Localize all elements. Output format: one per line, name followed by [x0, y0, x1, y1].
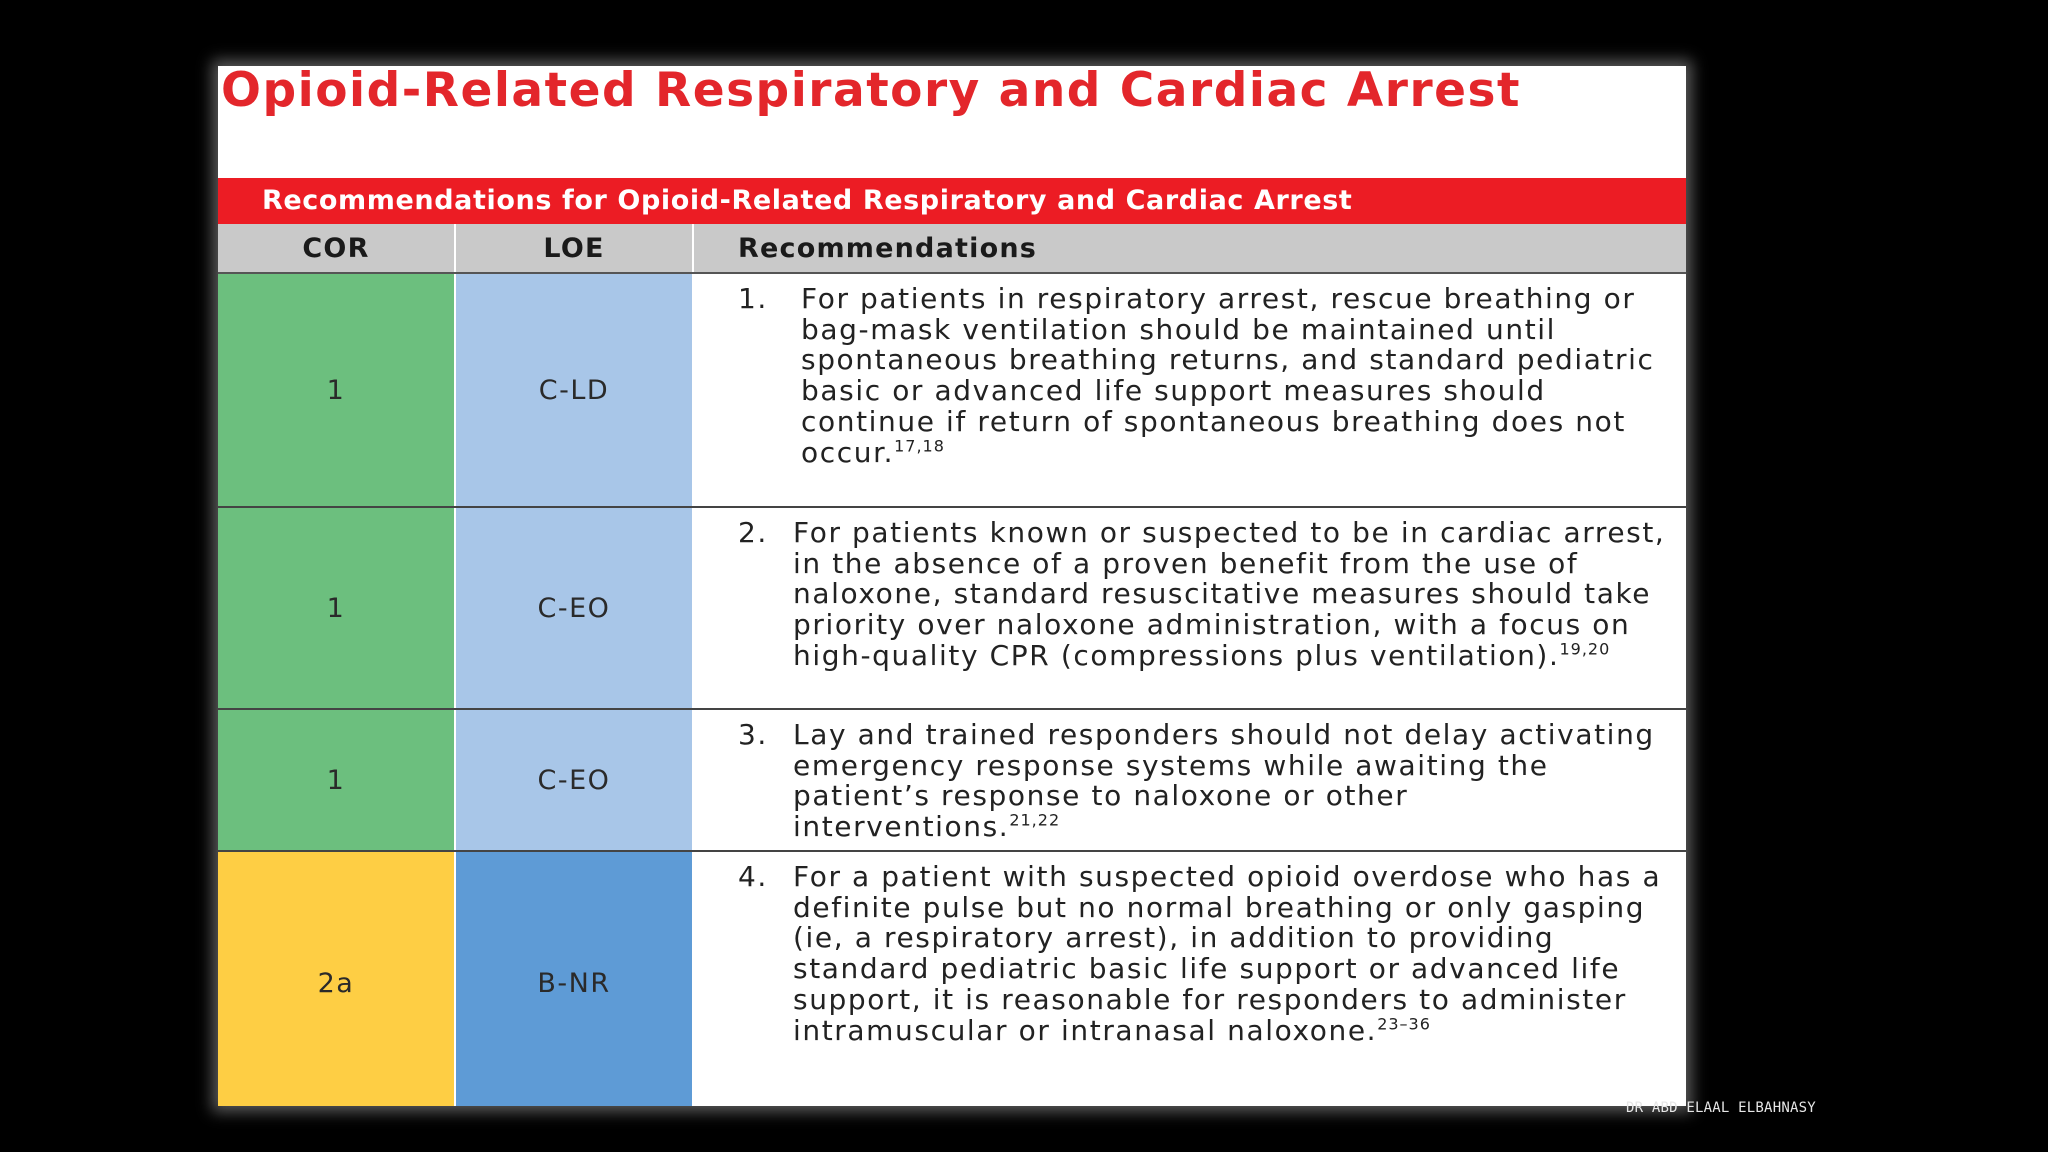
- column-header-recommendations: Recommendations: [693, 224, 1686, 273]
- recommendation-item: [694, 508, 1686, 672]
- recommendation-number: 3.: [738, 718, 768, 751]
- column-header-cor: COR: [218, 224, 455, 273]
- recommendation-body: Lay and trained responders should not delay activating emergency response systems while awaiting the patient’s response to naloxone or other interventions.: [793, 718, 1655, 844]
- table-row: [218, 507, 1686, 709]
- recommendation-number: 4.: [738, 860, 768, 893]
- cor-cell: 1: [218, 507, 455, 709]
- recommendation-number: 1.: [738, 282, 768, 315]
- reference-superscript: 23–36: [1377, 1014, 1431, 1034]
- reference-superscript: 17,18: [894, 436, 945, 456]
- recommendation-text: [793, 720, 1670, 843]
- recommendation-body: For patients in respiratory arrest, rescue breathing or bag-mask ventilation should be maintained until spontaneous breathing returns, and standard pediatric basic or advanced life support measures should continue if return of spontaneous breathing does not occur.: [801, 282, 1655, 469]
- cor-cell: 1: [218, 273, 455, 507]
- loe-cell: C-EO: [455, 709, 693, 851]
- recommendations-table: [218, 224, 1686, 1106]
- cor-cell: 2a: [218, 851, 455, 1106]
- loe-cell: C-EO: [455, 507, 693, 709]
- recommendation-text: [793, 862, 1670, 1046]
- recommendation-cell: [693, 851, 1686, 1106]
- recommendation-body: For a patient with suspected opioid overdose who has a definite pulse but no normal breathing or only gasping (ie, a respiratory arrest), in addition to providing standard pediatric basic life support or advanced life support, it is reasonable for responders to administer intramuscular or intranasal naloxone.: [793, 860, 1662, 1047]
- table-header-row: [218, 224, 1686, 273]
- recommendation-text: [793, 518, 1670, 672]
- page-title: Opioid-Related Respiratory and Cardiac Arrest: [221, 66, 1521, 118]
- recommendation-item: [694, 710, 1686, 843]
- column-header-loe: LOE: [455, 224, 693, 273]
- recommendation-text: [801, 284, 1670, 468]
- recommendation-item: [694, 274, 1686, 468]
- slide: [218, 66, 1686, 1106]
- table-row: [218, 709, 1686, 851]
- recommendation-number: 2.: [738, 516, 768, 549]
- recommendation-body: For patients known or suspected to be in cardiac arrest, in the absence of a proven benefit from the use of naloxone, standard resuscitative measures should take priority over naloxone administration, with a focus on high-quality CPR (compressions plus ventilation).: [793, 516, 1666, 672]
- recommendation-cell: [693, 709, 1686, 851]
- loe-cell: C-LD: [455, 273, 693, 507]
- reference-superscript: 19,20: [1559, 639, 1611, 659]
- author-credit: DR ABD ELAAL ELBAHNASY: [1626, 1100, 1816, 1116]
- table-row: [218, 851, 1686, 1106]
- recommendation-cell: [693, 507, 1686, 709]
- table-row: [218, 273, 1686, 507]
- reference-superscript: 21,22: [1009, 810, 1061, 830]
- loe-cell: B-NR: [455, 851, 693, 1106]
- recommendation-cell: [693, 273, 1686, 507]
- recommendation-item: [694, 852, 1686, 1046]
- cor-cell: 1: [218, 709, 455, 851]
- table-banner: Recommendations for Opioid-Related Respiratory and Cardiac Arrest: [218, 178, 1686, 224]
